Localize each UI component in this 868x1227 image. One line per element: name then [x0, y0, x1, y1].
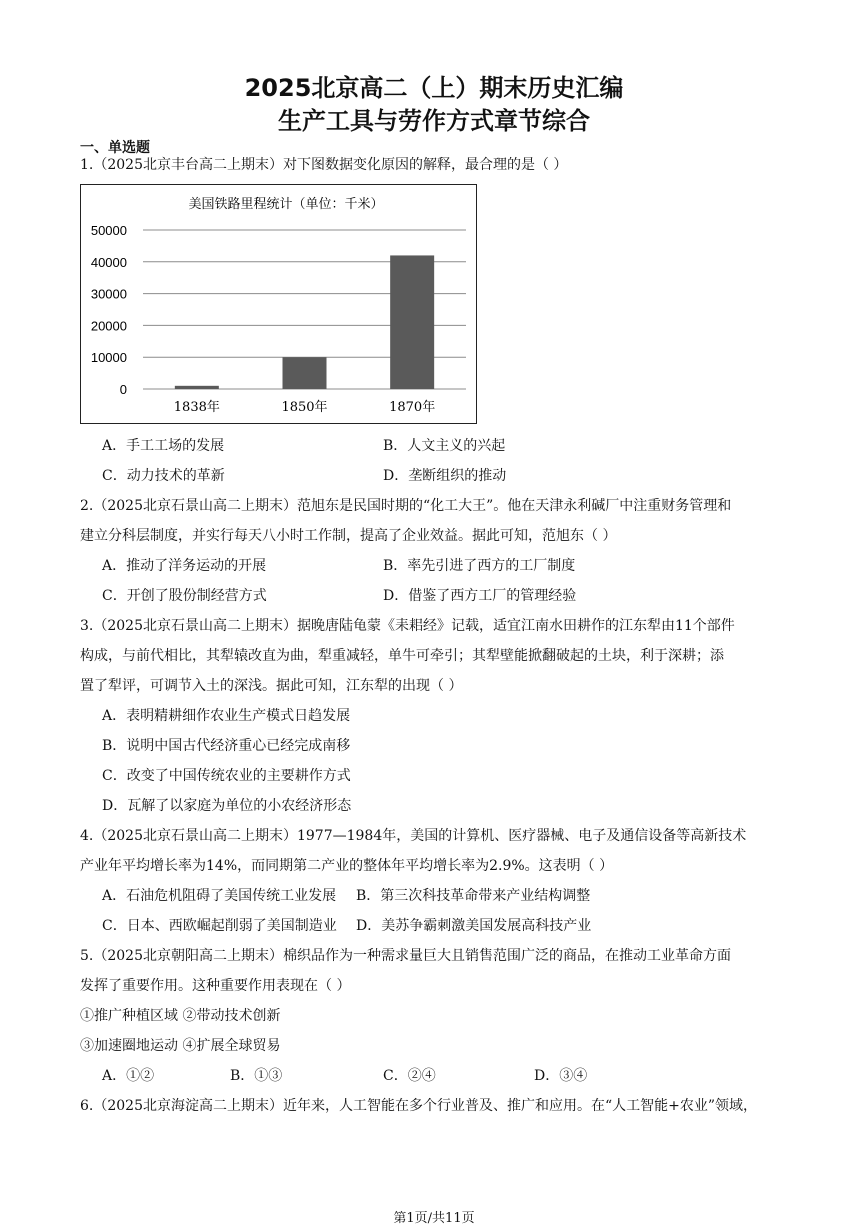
x-tick-label: 1870年	[389, 400, 436, 415]
bar	[175, 386, 219, 389]
chart-svg	[81, 185, 478, 425]
q2-option-c[interactable]: C．开创了股份制经营方式	[102, 588, 267, 604]
section-heading: 一、单选题	[80, 140, 150, 156]
page-footer: 第1页/共11页	[393, 1211, 475, 1226]
q4-option-c[interactable]: C．日本、西欧崛起削弱了美国制造业	[102, 918, 337, 934]
y-tick-label: 30000	[90, 286, 127, 302]
q5-option-a[interactable]: A．①②	[102, 1068, 155, 1084]
y-tick-label: 10000	[90, 350, 127, 366]
bar	[283, 357, 327, 389]
q3-option-a[interactable]: A．表明精耕细作农业生产模式日趋发展	[102, 708, 351, 724]
question-3-line-3: 置了犁评，可调节入土的深浅。据此可知，江东犁的出现（ ）	[80, 678, 463, 694]
q3-option-c[interactable]: C．改变了中国传统农业的主要耕作方式	[102, 768, 351, 784]
question-1-stem: 1.（2025北京丰台高二上期末）对下图数据变化原因的解释，最合理的是（ ）	[80, 157, 568, 173]
question-5-items-2: ③加速圈地运动 ④扩展全球贸易	[80, 1038, 281, 1054]
railway-bar-chart	[80, 184, 477, 424]
q2-option-a[interactable]: A．推动了洋务运动的开展	[102, 558, 267, 574]
question-5-line-1: 5.（2025北京朝阳高二上期末）棉织品作为一种需求量巨大且销售范围广泛的商品，在推动工业革命方面	[80, 948, 731, 964]
q2-option-b[interactable]: B．率先引进了西方的工厂制度	[383, 558, 576, 574]
question-2-line-1: 2.（2025北京石景山高二上期末）范旭东是民国时期的“化工大王”。他在天津永利碱厂中注重财务管理和	[80, 498, 732, 514]
chart-title: 美国铁路里程统计（单位：千米）	[188, 197, 384, 212]
q4-option-a[interactable]: A．石油危机阻碍了美国传统工业发展	[102, 888, 337, 904]
y-tick-label: 0	[119, 382, 127, 397]
question-4-line-1: 4.（2025北京石景山高二上期末）1977—1984年，美国的计算机、医疗器械、电子及通信设备等高新技术	[80, 828, 747, 844]
x-tick-label: 1850年	[281, 400, 328, 415]
q4-option-d[interactable]: D．美苏争霸刺激美国发展高科技产业	[356, 918, 592, 934]
q3-option-d[interactable]: D．瓦解了以家庭为单位的小农经济形态	[102, 798, 352, 814]
q1-option-a[interactable]: A．手工工场的发展	[102, 438, 225, 454]
q5-option-c[interactable]: C．②④	[383, 1068, 436, 1084]
question-6-line-1: 6.（2025北京海淀高二上期末）近年来，人工智能在多个行业普及、推广和应用。在“人工智能+农业”领域，	[80, 1098, 758, 1114]
q5-option-b[interactable]: B．①③	[230, 1068, 283, 1084]
q3-option-b[interactable]: B．说明中国古代经济重心已经完成南移	[102, 738, 351, 754]
q1-option-b[interactable]: B．人文主义的兴起	[383, 438, 506, 454]
question-5-line-2: 发挥了重要作用。这种重要作用表现在（ ）	[80, 978, 351, 994]
y-tick-label: 40000	[90, 254, 127, 270]
y-tick-label: 50000	[90, 223, 127, 238]
q5-option-d[interactable]: D．③④	[534, 1068, 588, 1084]
x-tick-label: 1838年	[173, 400, 220, 415]
y-tick-label: 20000	[90, 318, 127, 334]
page-title: 2025北京高二（上）期末历史汇编	[244, 74, 624, 102]
q4-option-b[interactable]: B．第三次科技革命带来产业结构调整	[356, 888, 591, 904]
bar	[390, 255, 434, 389]
q1-option-c[interactable]: C．动力技术的革新	[102, 468, 225, 484]
question-3-line-2: 构成，与前代相比，其犁辕改直为曲，犁重减轻，单牛可牵引；其犁壁能掀翻破起的土块，利于深耕；添	[80, 648, 724, 664]
question-5-items-1: ①推广种植区域 ②带动技术创新	[80, 1008, 281, 1024]
q2-option-d[interactable]: D．借鉴了西方工厂的管理经验	[383, 588, 577, 604]
question-4-line-2: 产业年平均增长率为14%，而同期第二产业的整体年平均增长率为2.9%。这表明（ ）	[80, 858, 614, 874]
question-3-line-1: 3.（2025北京石景山高二上期末）据晚唐陆龟蒙《耒耜经》记载，适宜江南水田耕作的江东犁由11个部件	[80, 618, 735, 634]
q1-option-d[interactable]: D．垄断组织的推动	[383, 468, 507, 484]
page-subtitle: 生产工具与劳作方式章节综合	[278, 107, 590, 135]
question-2-line-2: 建立分科层制度，并实行每天八小时工作制，提高了企业效益。据此可知，范旭东（ ）	[80, 528, 617, 544]
